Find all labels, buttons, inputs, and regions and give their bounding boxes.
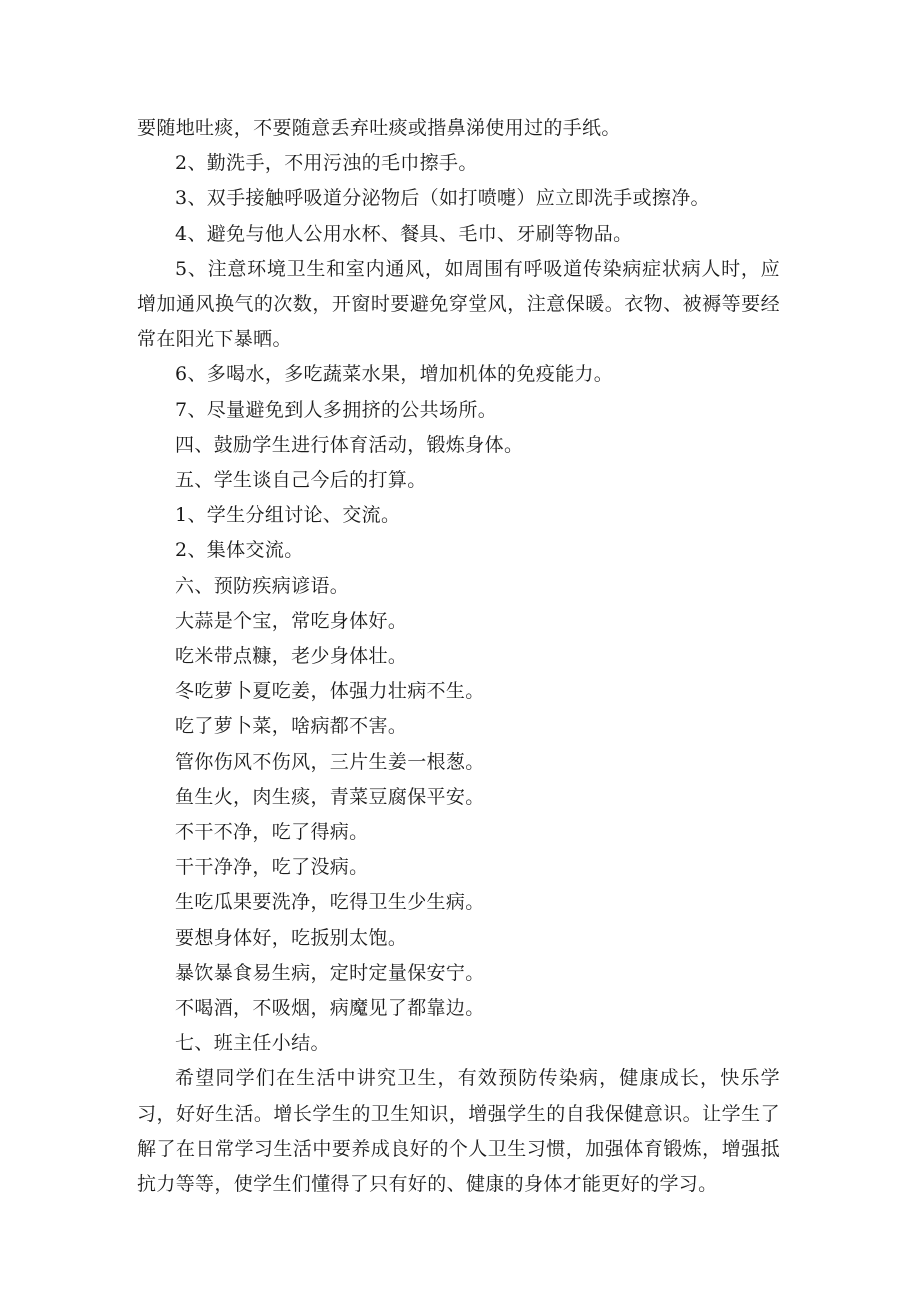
paragraph: 干干净净，吃了没病。 xyxy=(175,856,369,879)
paragraph: 大蒜是个宝，常吃身体好。 xyxy=(175,609,408,632)
paragraph: 7、尽量避免到人多拥挤的公共场所。 xyxy=(175,398,498,421)
paragraph: 不喝酒，不吸烟，病魔见了都靠边。 xyxy=(175,997,485,1020)
paragraph: 2、集体交流。 xyxy=(175,539,304,562)
paragraph: 吃了萝卜菜，啥病都不害。 xyxy=(175,715,408,738)
paragraph: 3、双手接触呼吸道分泌物后（如打喷嚏）应立即洗手或擦净。 xyxy=(175,187,710,210)
paragraph: 管你伤风不伤风，三片生姜一根葱。 xyxy=(175,750,485,773)
paragraph: 5、注意环境卫生和室内通风，如周围有呼吸道传染病症状病人时，应增加通风换气的次数，开窗时要避免穿堂风，注意保暖。衣物、被褥等要经常在阳光下暴晒。 xyxy=(137,257,780,351)
paragraph: 生吃瓜果要洗净，吃得卫生少生病。 xyxy=(175,891,485,914)
paragraph: 冬吃萝卜夏吃姜，体强力壮病不生。 xyxy=(175,680,485,703)
paragraph: 1、学生分组讨论、交流。 xyxy=(175,504,401,527)
paragraph: 暴饮暴食易生病，定时定量保安宁。 xyxy=(175,961,485,984)
document-body xyxy=(137,111,780,1202)
paragraph: 希望同学们在生活中讲究卫生，有效预防传染病，健康成长，快乐学习，好好生活。增长学生的卫生知识，增强学生的自我保健意识。让学生了解了在日常学习生活中要养成良好的个人卫生习惯，加强体育锻炼，增强抵抗力等等，使学生们懂得了只有好的、健康的身体才能更好的学习。 xyxy=(137,1067,780,1196)
paragraph: 鱼生火，肉生痰，青菜豆腐保平安。 xyxy=(175,785,485,808)
paragraph: 不干不净，吃了得病。 xyxy=(175,821,369,844)
paragraph: 6、多喝水，多吃蔬菜水果，增加机体的免疫能力。 xyxy=(175,363,614,386)
paragraph: 七、班主任小结。 xyxy=(175,1032,330,1055)
paragraph: 4、避免与他人公用水杯、餐具、毛巾、牙刷等物品。 xyxy=(175,222,633,245)
paragraph: 2、勤洗手，不用污浊的毛巾擦手。 xyxy=(175,152,478,175)
paragraph: 要随地吐痰，不要随意丢弃吐痰或揩鼻涕使用过的手纸。 xyxy=(137,117,621,139)
paragraph: 五、学生谈自己今后的打算。 xyxy=(175,469,427,492)
paragraph: 四、鼓励学生进行体育活动，锻炼身体。 xyxy=(175,433,524,456)
paragraph: 吃米带点糠，老少身体壮。 xyxy=(175,645,408,668)
paragraph: 六、预防疾病谚语。 xyxy=(175,574,350,597)
paragraph: 要想身体好，吃扳别太饱。 xyxy=(175,926,408,949)
